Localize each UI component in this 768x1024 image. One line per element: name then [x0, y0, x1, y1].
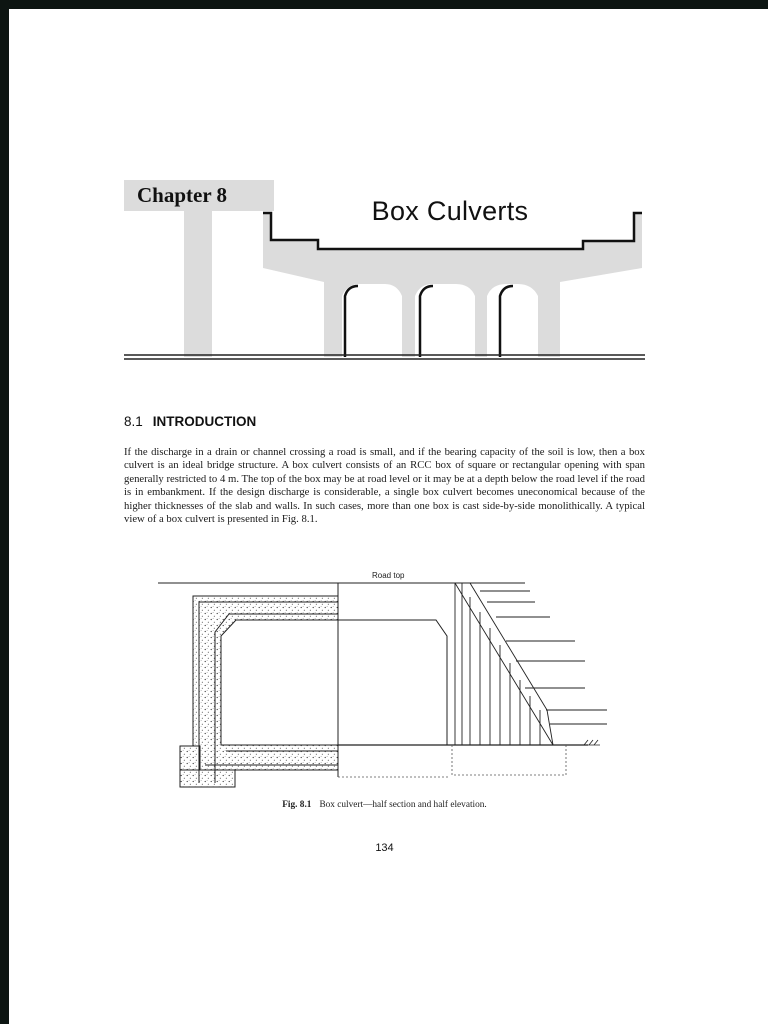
intro-paragraph: If the discharge in a drain or channel crossing a road is small, and if the bearing capacity of the soil is low, then a box culvert is an ideal bridge structure. A box culvert consists of an RCC box of square or rectangular opening with span generally restricted to 4 m. The top of the box may be at road level or it may be at a depth below the road level if the road is in embankment. If the design discharge is considerable, a single box culvert becomes uneconomical because of the higher thicknesses of the slab and walls. In such cases, more than one box is cast side-by-side monolithically. A typical view of a box culvert is presented in Fig. 8.1. — [124, 446, 645, 526]
footing-base — [180, 770, 235, 787]
chapter-label: Chapter 8 — [136, 183, 228, 207]
wing-wall — [455, 583, 553, 745]
chapter-title: Box Culverts — [371, 196, 529, 226]
caption-number: Fig. 8.1 — [282, 800, 312, 810]
caption-text: Box culvert—half section and half elevation. — [319, 800, 487, 810]
ground-hatch — [580, 740, 600, 745]
wing-footing — [452, 745, 566, 775]
section-title: INTRODUCTION — [152, 414, 257, 429]
page-number: 134 — [375, 842, 394, 854]
elevation-opening — [338, 620, 447, 745]
road-top-label: Road top — [372, 571, 405, 580]
figure-caption — [124, 800, 645, 810]
section-number: 8.1 — [124, 414, 143, 429]
